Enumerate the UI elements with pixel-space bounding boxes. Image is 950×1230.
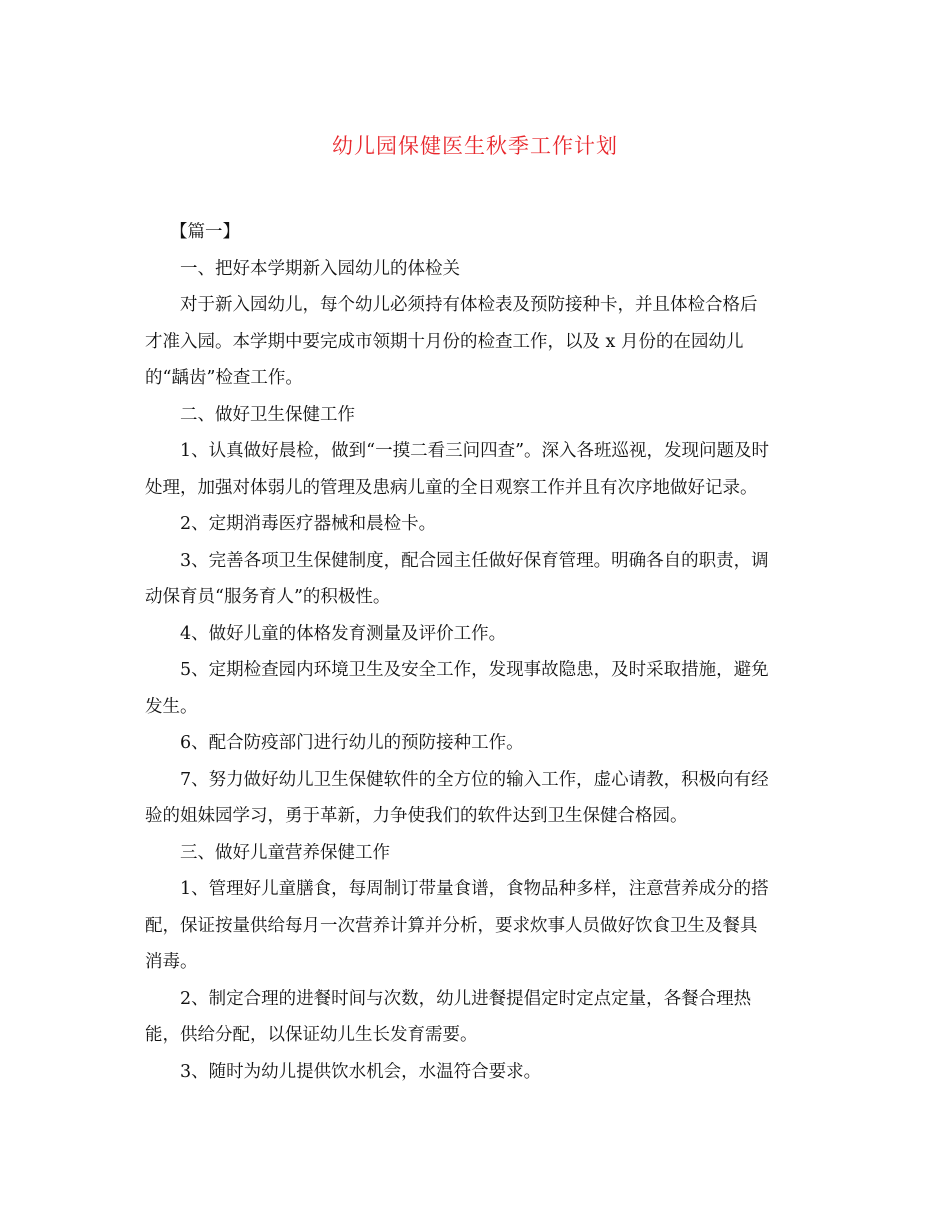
text-line: 4、做好儿童的体格发育测量及评价工作。: [180, 623, 507, 644]
text-line: 7、努力做好幼儿卫生保健软件的全方位的输入工作，虚心请教，积极向有经: [180, 769, 769, 790]
text-line: 的“龋齿”检查工作。: [145, 368, 303, 388]
text-line: 【篇一】: [170, 222, 240, 242]
text-line: 二、做好卫生保健工作: [180, 404, 355, 425]
text-line: 2、制定合理的进餐时间与次数，幼儿进餐提倡定时定点定量，各餐合理热: [180, 988, 752, 1009]
document-title: 幼儿园保健医生秋季工作计划: [332, 134, 618, 158]
text-line: 才准入园。本学期中要完成市领期十月份的检查工作，以及 x 月份的在园幼儿: [145, 331, 744, 352]
text-line: 5、定期检查园内环境卫生及安全工作，发现事故隐患，及时采取措施，避免: [180, 660, 769, 680]
text-line: 能，供给分配，以保证幼儿生长发育需要。: [145, 1025, 478, 1045]
text-line: 验的姐妹园学习，勇于革新，力争使我们的软件达到卫生保健合格园。: [145, 806, 688, 826]
text-line: 3、随时为幼儿提供饮水机会，水温符合要求。: [180, 1061, 542, 1082]
text-line: 处理，加强对体弱儿的管理及患病儿童的全日观察工作并且有次序地做好记录。: [145, 477, 758, 498]
text-line: 一、把好本学期新入园幼儿的体检关: [180, 258, 460, 279]
text-line: 1、认真做好晨检，做到“一摸二看三问四查”。深入各班巡视，发现问题及时: [180, 441, 770, 461]
text-line: 3、完善各项卫生保健制度，配合园主任做好保育管理。明确各自的职责，调: [180, 550, 769, 571]
text-line: 对于新入园幼儿，每个幼儿必须持有体检表及预防接种卡，并且体检合格后: [180, 295, 758, 315]
text-line: 三、做好儿童营养保健工作: [180, 842, 390, 863]
text-line: 配，保证按量供给每月一次营养计算并分析，要求炊事人员做好饮食卫生及餐具: [145, 915, 758, 936]
text-line: 发生。: [145, 696, 198, 717]
document-body: [145, 214, 810, 1090]
text-line: 消毒。: [145, 952, 198, 972]
text-line: 动保育员“服务育人”的积极性。: [145, 587, 391, 607]
text-line: 6、配合防疫部门进行幼儿的预防接种工作。: [180, 733, 524, 753]
text-line: 1、管理好儿童膳食，每周制订带量食谱，食物品种多样，注意营养成分的搭: [180, 879, 769, 899]
text-line: 2、定期消毒医疗器械和晨检卡。: [180, 514, 437, 534]
